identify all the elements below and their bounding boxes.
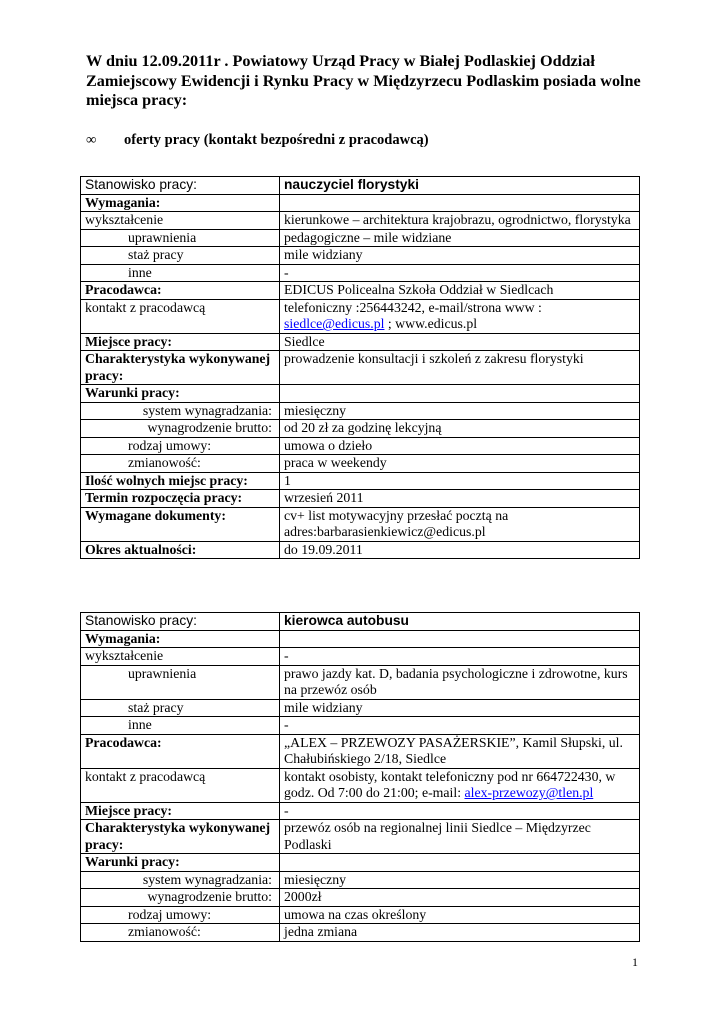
employer-value: „ALEX – PRZEWOZY PASAŻERSKIE”, Kamil Słupski, ul. Chałubińskiego 2/18, Siedlce	[280, 734, 640, 768]
contact-text: telefoniczny :256443242, e-mail/strona www :	[284, 299, 542, 315]
page-number: 1	[632, 955, 638, 969]
table-row	[81, 212, 640, 230]
table-row	[81, 472, 640, 490]
contact-label: kontakt z pracodawcą	[81, 768, 280, 802]
education-value: -	[280, 648, 640, 666]
characteristics-value: przewóz osób na regionalnej linii Siedlce – Międzyrzec Podlaski	[280, 820, 640, 854]
experience-label: staż pracy	[81, 699, 280, 717]
empty-cell	[280, 854, 640, 872]
table-row	[81, 906, 640, 924]
empty-cell	[280, 630, 640, 648]
characteristics-value: prowadzenie konsultacji i szkoleń z zakresu florystyki	[280, 351, 640, 385]
contact-email-link[interactable]: alex-przewozy@tlen.pl	[464, 785, 594, 800]
experience-value: mile widziany	[280, 699, 640, 717]
contact-value	[280, 299, 640, 333]
start-label: Termin rozpoczęcia pracy:	[81, 490, 280, 508]
contact-value	[280, 768, 640, 802]
table-row	[81, 490, 640, 508]
permissions-label: uprawnienia	[81, 229, 280, 247]
job-offer-table-2	[80, 612, 640, 942]
table-row	[81, 194, 640, 212]
gross-value: 2000zł	[280, 889, 640, 907]
other-value: -	[280, 264, 640, 282]
shifts-value: praca w weekendy	[280, 455, 640, 473]
table-row	[81, 717, 640, 735]
empty-cell	[280, 385, 640, 403]
bullet-text: oferty pracy (kontakt bezpośredni z pracodawcą)	[124, 132, 429, 148]
education-label: wykształcenie	[81, 212, 280, 230]
table-row	[81, 333, 640, 351]
contract-label: rodzaj umowy:	[81, 437, 280, 455]
contract-value: umowa na czas określony	[280, 906, 640, 924]
requirements-label: Wymagania:	[81, 630, 280, 648]
table-row	[81, 924, 640, 942]
place-value: Siedlce	[280, 333, 640, 351]
contact-www: ; www.edicus.pl	[384, 316, 478, 331]
characteristics-label: Charakterystyka wykonywanej pracy:	[81, 820, 280, 854]
education-label: wykształcenie	[81, 648, 280, 666]
employer-value: EDICUS Policealna Szkoła Oddział w Siedlcach	[280, 282, 640, 300]
table-row	[81, 437, 640, 455]
conditions-label: Warunki pracy:	[81, 854, 280, 872]
requirements-label: Wymagania:	[81, 194, 280, 212]
empty-cell	[280, 194, 640, 212]
permissions-label: uprawnienia	[81, 665, 280, 699]
position-value: nauczyciel florystyki	[280, 177, 640, 195]
employer-label: Pracodawca:	[81, 734, 280, 768]
table-row	[81, 385, 640, 403]
infinity-bullet-icon: ∞	[86, 132, 97, 148]
shifts-label: zmianowość:	[81, 455, 280, 473]
table-row	[81, 699, 640, 717]
table-row	[81, 455, 640, 473]
table-row	[81, 264, 640, 282]
shifts-value: jedna zmiana	[280, 924, 640, 942]
table-row	[81, 665, 640, 699]
salary-system-label: system wynagradzania:	[81, 402, 280, 420]
place-label: Miejsce pracy:	[81, 333, 280, 351]
contact-label: kontakt z pracodawcą	[81, 299, 280, 333]
table-row	[81, 768, 640, 802]
shifts-label: zmianowość:	[81, 924, 280, 942]
count-label: Ilość wolnych miejsc pracy:	[81, 472, 280, 490]
experience-value: mile widziany	[280, 247, 640, 265]
place-label: Miejsce pracy:	[81, 802, 280, 820]
education-value: kierunkowe – architektura krajobrazu, ogrodnictwo, florystyka	[280, 212, 640, 230]
table-row	[81, 282, 640, 300]
experience-label: staż pracy	[81, 247, 280, 265]
other-value: -	[280, 717, 640, 735]
page-title: W dniu 12.09.2011r . Powiatowy Urząd Pracy w Białej Podlaskiej Oddział Zamiejscowy Ewidencji i Rynku Pracy w Międzyrzecu Podlaskim posiada wolne miejsca pracy:	[86, 52, 641, 109]
table-row	[81, 889, 640, 907]
table-row	[81, 871, 640, 889]
table-row	[81, 247, 640, 265]
table-row	[81, 402, 640, 420]
table-row	[81, 820, 640, 854]
validity-value: do 19.09.2011	[280, 541, 640, 559]
table-row	[81, 541, 640, 559]
gross-value: od 20 zł za godzinę lekcyjną	[280, 420, 640, 438]
salary-system-label: system wynagradzania:	[81, 871, 280, 889]
employer-label: Pracodawca:	[81, 282, 280, 300]
gross-label: wynagrodzenie brutto:	[81, 420, 280, 438]
position-value: kierowca autobusu	[280, 613, 640, 631]
table-row	[81, 613, 640, 631]
table-row	[81, 177, 640, 195]
count-value: 1	[280, 472, 640, 490]
position-label: Stanowisko pracy:	[81, 177, 280, 195]
validity-label: Okres aktualności:	[81, 541, 280, 559]
table-row	[81, 507, 640, 541]
table-row	[81, 420, 640, 438]
salary-system-value: miesięczny	[280, 871, 640, 889]
table-row	[81, 229, 640, 247]
gross-label: wynagrodzenie brutto:	[81, 889, 280, 907]
place-value: -	[280, 802, 640, 820]
conditions-label: Warunki pracy:	[81, 385, 280, 403]
characteristics-label: Charakterystyka wykonywanej pracy:	[81, 351, 280, 385]
documents-label: Wymagane dokumenty:	[81, 507, 280, 541]
contract-label: rodzaj umowy:	[81, 906, 280, 924]
table-row	[81, 854, 640, 872]
documents-value: cv+ list motywacyjny przesłać pocztą na adres:barbarasienkiewicz@edicus.pl	[280, 507, 640, 541]
start-value: wrzesień 2011	[280, 490, 640, 508]
table-row	[81, 802, 640, 820]
table-row	[81, 630, 640, 648]
permissions-value: pedagogiczne – mile widziane	[280, 229, 640, 247]
table-row	[81, 648, 640, 666]
position-label: Stanowisko pracy:	[81, 613, 280, 631]
permissions-value: prawo jazdy kat. D, badania psychologiczne i zdrowotne, kurs na przewóz osób	[280, 665, 640, 699]
job-offer-table-1	[80, 176, 640, 559]
contract-value: umowa o dzieło	[280, 437, 640, 455]
table-row	[81, 299, 640, 333]
table-row	[81, 734, 640, 768]
offers-bullet	[86, 132, 429, 149]
other-label: inne	[81, 717, 280, 735]
table-row	[81, 351, 640, 385]
contact-email-link[interactable]: siedlce@edicus.pl	[284, 316, 385, 331]
salary-system-value: miesięczny	[280, 402, 640, 420]
other-label: inne	[81, 264, 280, 282]
contact-text: kontakt osobisty, kontakt telefoniczny pod nr 664722430, w godz. Od 7:00 do 21:00; e-mail:	[284, 768, 616, 800]
